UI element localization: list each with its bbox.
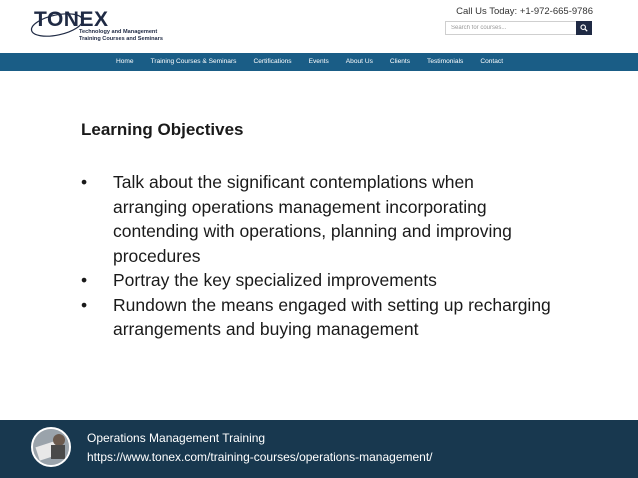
main-nav [0,53,638,71]
bullet-text: Portray the key specialized improvements [113,270,437,290]
nav-item-about-us[interactable]: About Us [345,58,373,65]
nav-item-events[interactable]: Events [308,58,329,65]
bullet-item [81,170,551,268]
footer-course-url[interactable]: https://www.tonex.com/training-courses/operations-management/ [87,450,433,464]
footer-course-title: Operations Management Training [87,431,266,445]
nav-item-clients[interactable]: Clients [389,58,411,65]
nav-item-contact[interactable]: Contact [480,58,504,65]
bullet-marker: • [81,172,88,192]
nav-items [116,53,520,71]
bullet-item [81,293,551,342]
search-box [445,21,592,35]
search-button[interactable] [576,21,592,35]
call-us-text[interactable]: Call Us Today: +1-972-665-9786 [456,6,593,17]
logo-wordmark: TONEX [34,8,109,31]
bullet-item [81,268,551,293]
nav-item-training-courses[interactable]: Training Courses & Seminars [150,58,237,65]
search-input[interactable] [446,22,581,34]
slide-heading: Learning Objectives [81,120,244,139]
nav-item-testimonials[interactable]: Testimonials [427,58,464,65]
search-icon [580,24,588,32]
logo-tagline-line1: Technology and Management [79,29,158,35]
site-header [0,0,638,52]
avatar-photo-icon [33,429,69,465]
footer-bar [0,420,638,478]
bullet-list [81,170,551,342]
bullet-text: Talk about the significant contemplations when arranging operations management incorporating contending with operations, planning and improving procedures [113,172,512,266]
avatar [31,427,71,467]
nav-item-certifications[interactable]: Certifications [253,58,292,65]
bullet-marker: • [81,294,88,315]
logo-tagline-line2: Training Courses and Seminars [79,36,163,42]
nav-item-home[interactable]: Home [116,58,134,65]
bullet-text: Rundown the means engaged with setting up recharging arrangements and buying management [113,294,551,339]
logo-tagline [79,29,163,43]
bullet-marker: • [81,270,88,290]
tonex-logo[interactable] [34,8,184,50]
